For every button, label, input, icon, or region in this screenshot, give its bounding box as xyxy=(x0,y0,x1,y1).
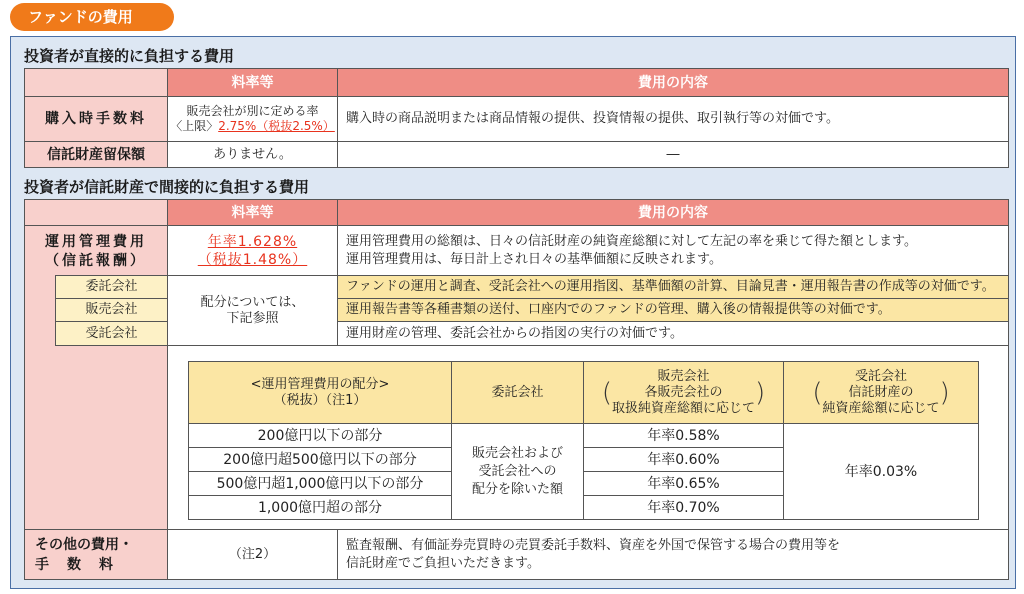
purchase-fee-content: 購入時の商品説明または商品情報の提供、投資情報の提供、取引執行等の対価です。 xyxy=(337,96,1009,142)
retention-content: ― xyxy=(337,141,1009,168)
mgmt-fee-rate-line1: 年率1.628% xyxy=(207,233,298,250)
purchase-fee-rate-prefix: 〈上限〉 xyxy=(170,119,219,133)
alloc-header-seller-line1: 販売会社 xyxy=(657,368,710,384)
alloc-header-seller-line2: 各販売会社の xyxy=(644,384,723,400)
direct-header-rate: 料率等 xyxy=(167,68,338,97)
purchase-fee-rate xyxy=(167,96,338,142)
alloc-header-trustee-line2: 信託財産の xyxy=(848,384,914,400)
other-fees-content xyxy=(337,529,1009,580)
indirect-header-content: 費用の内容 xyxy=(337,199,1009,226)
mgmt-fee-label-line1: 運用管理費用 xyxy=(45,234,147,250)
mgmt-fee-content-line2: 運用管理費用は、毎日計上され日々の基準価額に反映されます。 xyxy=(346,251,722,267)
alloc-header-seller xyxy=(583,361,784,424)
party-name-trustor: 委託会社 xyxy=(55,275,168,299)
purchase-fee-rate-value: 2.75%（税抜2.5%） xyxy=(218,119,335,133)
alloc-header-trustee-bracket-right: ) xyxy=(939,377,950,408)
alloc-header-tiers-line2: （税抜）（注1） xyxy=(273,392,367,408)
other-fees-label-line2: 手数料 xyxy=(35,556,131,573)
other-fees-label-line1: その他の費用・ xyxy=(35,536,133,553)
seller-rate-1: 年率0.58% xyxy=(583,423,784,448)
alloc-header-seller-text xyxy=(612,369,755,417)
trustor-allocation-line2: 受託会社への xyxy=(478,463,557,479)
tier-2: 200億円超500億円以下の部分 xyxy=(188,447,452,472)
alloc-header-tiers xyxy=(188,361,452,424)
mgmt-fee-content-line1: 運用管理費用の総額は、日々の信託財産の純資産総額に対して左記の率を乗じて得た額とします。 xyxy=(346,233,917,249)
alloc-header-seller-bracket-left: ( xyxy=(601,377,612,408)
direct-header-content: 費用の内容 xyxy=(337,68,1009,97)
alloc-header-seller-bracket-right: ) xyxy=(755,377,766,408)
indirect-header-rate: 料率等 xyxy=(167,199,338,226)
party-content-trustee: 運用財産の管理、委託会社からの指図の実行の対価です。 xyxy=(337,321,1009,346)
party-name-seller: 販売会社 xyxy=(55,298,168,322)
indirect-header-blank xyxy=(24,199,168,226)
section-badge: ファンドの費用 xyxy=(10,3,174,31)
trustee-rate: 年率0.03% xyxy=(783,423,979,520)
mgmt-fee-rate-line2: （税抜1.48%） xyxy=(197,251,308,268)
other-fees-label xyxy=(24,529,168,580)
trustor-allocation-line3: 配分を除いた額 xyxy=(471,481,563,497)
other-fees-rate: （注2） xyxy=(167,529,338,580)
tier-1: 200億円以下の部分 xyxy=(188,423,452,448)
allocation-note-line2: 下記参照 xyxy=(226,310,279,326)
mgmt-fee-label xyxy=(24,232,168,272)
alloc-header-trustee-text xyxy=(822,369,939,417)
other-fees-content-line1: 監査報酬、有価証券売買時の売買委託手数料、資産を外国で保管する場合の費用等を xyxy=(346,537,841,553)
seller-rate-3: 年率0.65% xyxy=(583,471,784,496)
other-fees-content-line2: 信託財産でご負担いただきます。 xyxy=(346,555,540,571)
purchase-fee-rate-line2 xyxy=(170,119,335,134)
trustor-allocation xyxy=(451,423,584,520)
seller-rate-2: 年率0.60% xyxy=(583,447,784,472)
trustor-allocation-line1: 販売会社および xyxy=(471,445,563,461)
direct-costs-heading: 投資者が直接的に負担する費用 xyxy=(24,47,235,65)
alloc-header-trustee-bracket-left: ( xyxy=(812,377,823,408)
alloc-header-trustee-line3: 純資産総額に応じて xyxy=(822,400,940,416)
allocation-note-line1: 配分については、 xyxy=(200,294,305,310)
party-content-trustor: ファンドの運用と調査、受託会社への運用指図、基準価額の計算、目論見書・運用報告書の作成等の対価です。 xyxy=(337,275,1009,299)
retention-label: 信託財産留保額 xyxy=(24,141,168,168)
purchase-fee-rate-line1: 販売会社が別に定める率 xyxy=(186,104,319,118)
alloc-header-seller-line3: 取扱純資産総額に応じて xyxy=(611,400,755,416)
purchase-fee-label: 購入時手数料 xyxy=(24,96,168,142)
alloc-header-trustee-line1: 受託会社 xyxy=(854,368,907,384)
mgmt-fee-label-line2: （信託報酬） xyxy=(45,253,147,269)
direct-header-blank xyxy=(24,68,168,97)
party-name-trustee: 受託会社 xyxy=(55,321,168,346)
tier-4: 1,000億円超の部分 xyxy=(188,495,452,520)
tier-3: 500億円超1,000億円以下の部分 xyxy=(188,471,452,496)
retention-rate: ありません。 xyxy=(167,141,338,168)
alloc-header-tiers-line1: <運用管理費用の配分> xyxy=(250,376,390,392)
mgmt-fee-content xyxy=(337,225,1009,276)
mgmt-fee-rate xyxy=(167,225,338,276)
alloc-header-trustee xyxy=(783,361,979,424)
indirect-costs-heading: 投資者が信託財産で間接的に負担する費用 xyxy=(24,178,310,196)
allocation-note xyxy=(167,275,338,346)
seller-rate-4: 年率0.70% xyxy=(583,495,784,520)
alloc-header-trustor: 委託会社 xyxy=(451,361,584,424)
party-content-seller: 運用報告書等各種書類の送付、口座内でのファンドの管理、購入後の情報提供等の対価です。 xyxy=(337,298,1009,322)
